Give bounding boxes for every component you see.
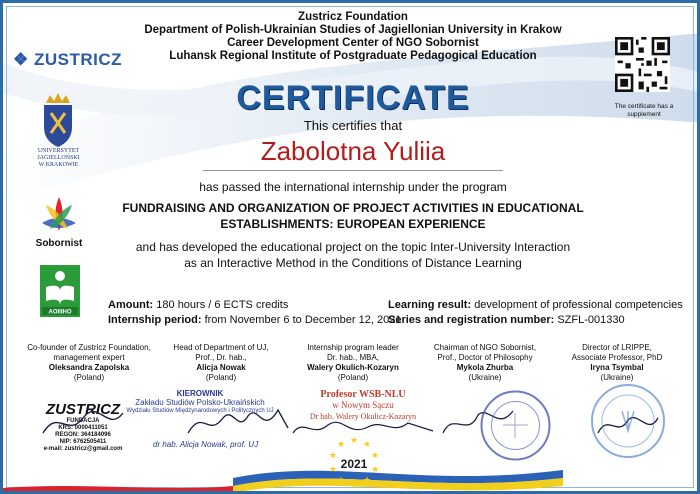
zustricz-logo: [13, 50, 122, 70]
period-value: from November 6 to December 12, 2021: [204, 314, 402, 326]
series-label: Series and registration number:: [388, 314, 555, 326]
sobornist-logo-icon: [38, 193, 80, 235]
signer-country: (Ukraine): [468, 373, 502, 382]
result-row: [388, 298, 683, 313]
project-topic: [103, 239, 603, 271]
program-title-line2: ESTABLISHMENTS: EUROPEAN EXPERIENCE: [220, 217, 486, 231]
eu-stars-badge-icon: [326, 435, 382, 491]
wsb-stamp-line: w Nowym Sączu: [332, 400, 394, 410]
stamp-line: e-mail: zustricz@gmail.com: [43, 446, 123, 452]
signature-zapolska: [38, 403, 128, 443]
stamp-kierownik: KIEROWNIK: [176, 389, 224, 398]
passed-text: has passed the international internship under the program: [199, 180, 507, 194]
certifies-text: This certifies that: [303, 118, 403, 133]
signer-zapolska: [23, 343, 155, 383]
signer-role: Dr. hab., MBA,: [326, 353, 380, 362]
header-line-foundation: Zustricz Foundation: [298, 11, 408, 23]
lrippe-round-stamp-icon: [588, 381, 668, 461]
amount-row: [108, 298, 401, 313]
signer-role: Co-founder of Zustricz Foundation,: [27, 343, 151, 352]
svg-text:★: ★: [336, 440, 346, 450]
header-line-institute: Luhansk Regional Institute of Postgraduate Pedagogical Education: [169, 50, 537, 62]
svg-text:★: ★: [328, 465, 338, 475]
program-title-line1: FUNDRAISING AND ORGANIZATION OF PROJECT ACTIVITIES IN EDUCATIONAL: [122, 201, 584, 215]
period-row: [108, 313, 401, 328]
result-label: Learning result:: [388, 299, 472, 311]
signer-country: (Poland): [205, 373, 237, 382]
signer-role: Associate Professor, PhD: [571, 353, 663, 362]
lrippe-book-logo-icon: [40, 265, 80, 317]
stamp-line: KRS: 0000411051: [58, 425, 108, 431]
uj-text-line2: JAGIELLOŃSKI: [37, 155, 80, 161]
stamp-line: FUNDACJA: [66, 418, 100, 424]
svg-text:★: ★: [362, 476, 372, 486]
signer-nowak: [155, 343, 287, 383]
svg-text:★: ★: [349, 436, 359, 446]
signer-country: (Ukraine): [600, 373, 634, 382]
amount-label: Amount:: [108, 299, 154, 311]
project-topic-line1: and has developed the educational project on the topic Inter-University Interaction: [135, 240, 571, 254]
signer-role: Prof., Doctor of Philosophy: [437, 353, 533, 362]
svg-text:★: ★: [328, 451, 338, 461]
certificate-title: CERTIFICATE: [236, 79, 470, 117]
signature-nowak: [183, 398, 293, 443]
svg-text:★: ★: [349, 481, 359, 491]
svg-text:★: ★: [336, 476, 346, 486]
uj-text-line1: UNIVERSYTET: [37, 148, 80, 154]
signer-name: Alicja Nowak: [196, 363, 246, 372]
facts-right: [388, 298, 683, 328]
recipient-name: Zabolotna Yuliia: [260, 136, 446, 166]
signer-role: Internship program leader: [307, 343, 399, 352]
zustricz-logo-text: ZUSTRICZ: [33, 50, 123, 69]
facts-left: [108, 298, 401, 328]
stamp-line: NIP: 6762505411: [59, 439, 107, 445]
project-topic-line2: as an Interactive Method in the Conditions of Distance Learning: [184, 256, 522, 270]
stamp-kierownik-line: Wydziału Studiów Międzynarodowych i Politycznych UJ: [126, 408, 274, 414]
signer-role: Prof., Dr. hab.,: [195, 353, 247, 362]
signer-name: Walery Okulich-Kozaryn: [307, 363, 399, 372]
nowak-stamp-name: dr hab. Alicja Nowak, prof. UJ: [153, 440, 259, 449]
sobornist-logo-text: Sobornist: [35, 238, 83, 249]
signer-name: Oleksandra Zapolska: [48, 363, 130, 372]
signers-row: [23, 343, 683, 383]
wsb-stamp-line: Profesor WSB-NLU: [320, 389, 406, 400]
signer-role: Director of LRIPPE,: [582, 343, 652, 352]
signer-role: Head of Department of UJ,: [173, 343, 269, 352]
series-row: [388, 313, 683, 328]
signer-country: (Poland): [337, 373, 369, 382]
header-line-department: Department of Polish-Ukrainian Studies of Jagiellonian University in Krakow: [144, 24, 562, 36]
signer-name: Iryna Tsymbal: [590, 363, 644, 372]
result-value: development of professional competencies: [474, 299, 683, 311]
wsb-stamp-line: Dr hab. Walery Okulicz-Kozaryn: [309, 412, 417, 421]
qr-note: The certificate has a supplement: [614, 103, 674, 118]
amount-value: 180 hours / 6 ECTS credits: [156, 299, 289, 311]
signer-zhurba: [419, 343, 551, 383]
signer-role: management expert: [53, 353, 125, 362]
uj-text-line3: W KRAKOWIE: [38, 162, 79, 168]
year-label: 2021: [340, 457, 368, 471]
stamp-brand: ZUSTRICZ: [45, 401, 121, 418]
stamp-line: REGON: 364184096: [55, 432, 111, 438]
signer-country: (Poland): [73, 373, 105, 382]
svg-text:★: ★: [362, 440, 372, 450]
svg-text:★: ★: [370, 465, 380, 475]
signer-name: Mykola Zhurba: [456, 363, 514, 372]
series-value: SZFL-001330: [557, 314, 625, 326]
period-label: Internship period:: [108, 314, 202, 326]
sobornist-round-stamp-icon: [478, 388, 553, 463]
header-line-career-center: Career Development Center of NGO Sobornist: [227, 37, 479, 49]
svg-text:★: ★: [370, 451, 380, 461]
signer-role: Chairman of NGO Sobornist,: [433, 343, 537, 352]
zustricz-diamond-icon: ❖: [13, 50, 29, 69]
signer-tsymbal: [551, 343, 683, 383]
stamp-kierownik-line: Zakładu Studiów Polsko-Ukraińskich: [135, 398, 265, 407]
green-logo-caption: AOIIIHO: [48, 309, 72, 316]
program-title: [103, 200, 603, 232]
name-underline: [203, 170, 503, 171]
signer-okulich-kozaryn: [287, 343, 419, 383]
